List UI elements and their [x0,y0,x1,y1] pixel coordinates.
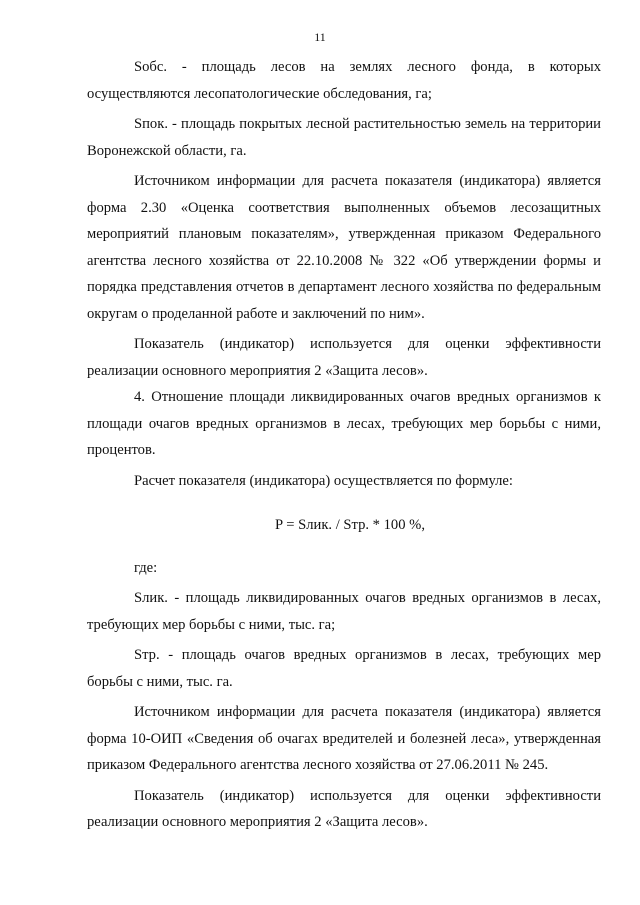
document-body [87,54,601,836]
definition-s-lik: Sлик. - площадь ликвидированных очагов вредных организмов в лесах, требующих мер борьбы с ними, тыс. га; [87,590,601,633]
definition-s-pok: Sпок. - площадь покрытых лесной растительностью земель на территории Воронежской области, га. [87,116,601,159]
definition-s-tr: Sтр. - площадь очагов вредных организмов в лесах, требующих мер борьбы с ними, тыс. га. [87,647,601,690]
source-info-paragraph-2: Источником информации для расчета показателя (индикатора) является форма 10-ОИП «Сведения об очагах вредителей и болезней леса», утвержденная приказом Федерального агентства лесного хозяйства от 27.06.2011 № 245. [87,704,601,773]
source-info-paragraph-1: Источником информации для расчета показателя (индикатора) является форма 2.30 «Оценка соответствия выполненных объемов лесозащитных мероприятий плановым показателям», утвержденная приказом Федерального агентства лесного хозяйства от 22.10.2008 № 322 «Об утверждении формы и порядка представления отчетов в департамент лесного хозяйства по федеральным округам о проделанной работе и заключений по ним». [87,173,601,322]
definition-s-obs: Sобс. - площадь лесов на землях лесного фонда, в которых осуществляются лесопатологические обследования, га; [87,59,601,102]
where-label: где: [134,559,158,576]
usage-paragraph-2: Показатель (индикатор) используется для оценки эффективности реализации основного мероприятия 2 «Защита лесов». [87,787,601,830]
formula-intro: Расчет показателя (индикатора) осуществляется по формуле: [134,472,513,489]
usage-paragraph-1: Показатель (индикатор) используется для оценки эффективности реализации основного мероприятия 2 «Защита лесов». [87,336,601,379]
page-number: 11 [314,30,326,44]
indicator-4-heading: 4. Отношение площади ликвидированных очагов вредных организмов к площади очагов вредных организмов в лесах, требующих мер борьбы с ними, процентов. [87,389,601,458]
formula: P = Sлик. / Sтр. * 100 %, [275,517,425,533]
